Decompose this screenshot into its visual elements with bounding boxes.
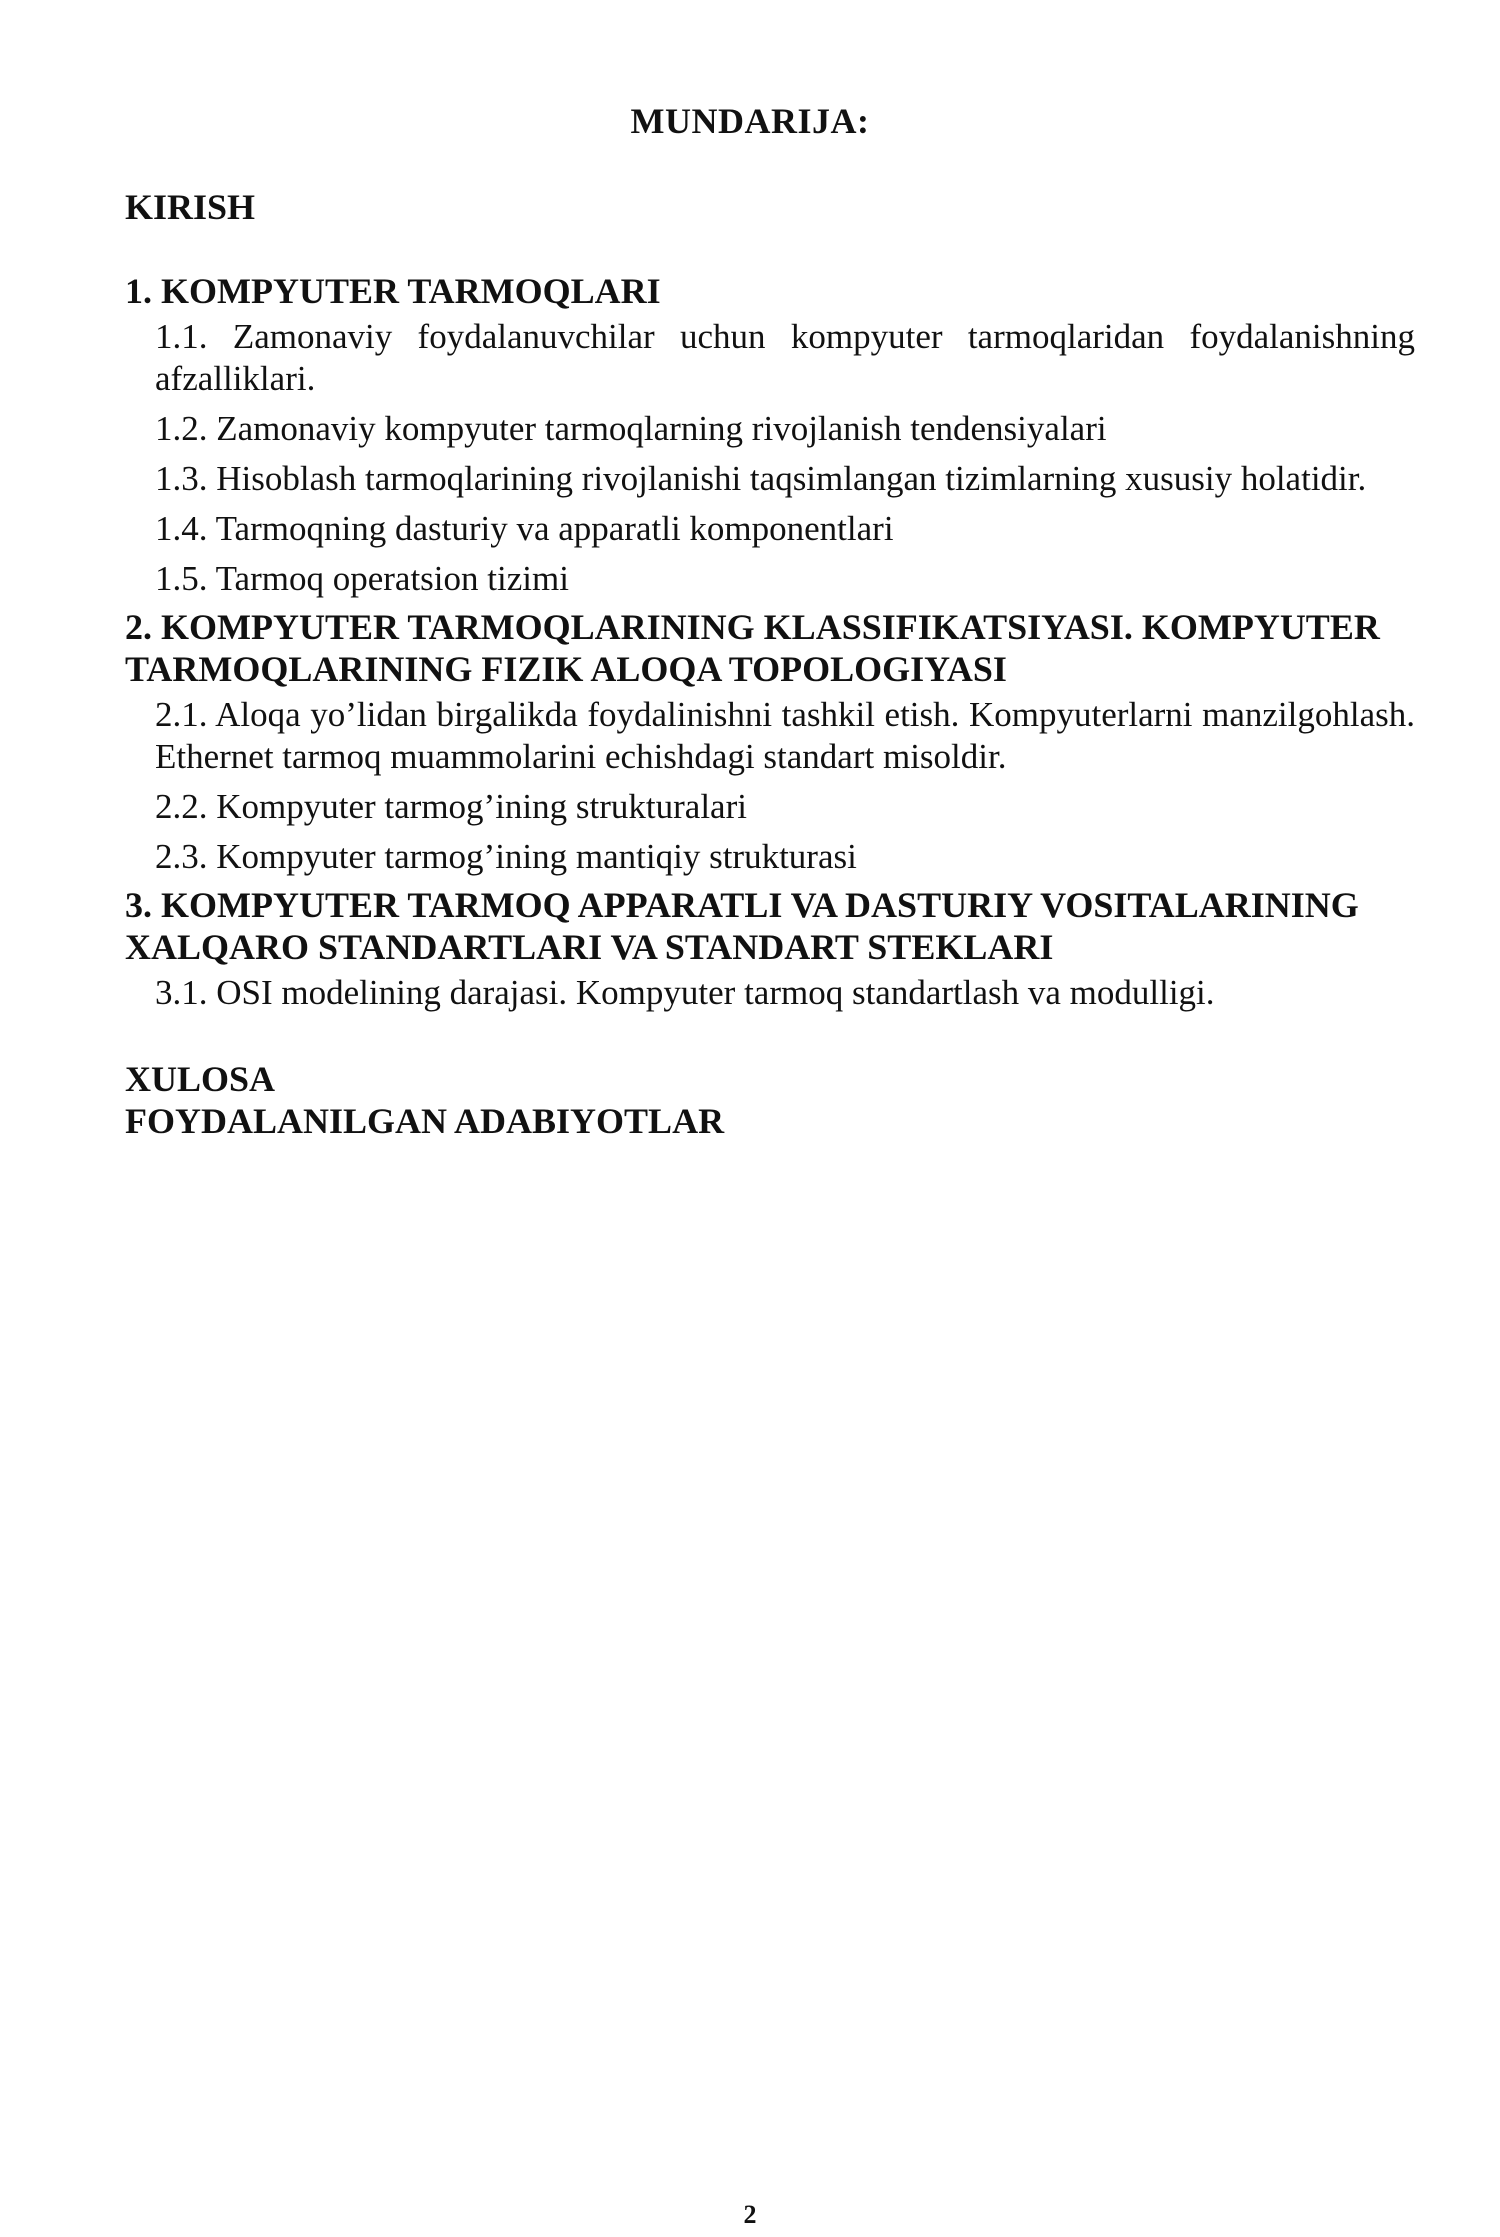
toc-entry-conclusion: XULOSA: [125, 1059, 276, 1099]
toc-item-2-1: 2.1. Aloqa yo’lidan birgalikda foydalinishni tashkil etish. Kompyuterlarni manzilgohlash. Ethernet tarmoq muammolarini echishdagi standart misoldir.: [155, 695, 1415, 776]
toc-item-1-2: 1.2. Zamonaviy kompyuter tarmoqlarning rivojlanish tendensiyalari: [155, 409, 1107, 448]
toc-section-1-heading: 1. KOMPYUTER TARMOQLARI: [125, 271, 661, 311]
toc-item-1-3: 1.3. Hisoblash tarmoqlarining rivojlanishi taqsimlangan tizimlarning xususiy holatidir.: [155, 459, 1367, 498]
toc-section-2-heading: 2. KOMPYUTER TARMOQLARINING KLASSIFIKATSIYASI. KOMPYUTER TARMOQLARINING FIZIK ALOQA TOPOLOGIYASI: [125, 607, 1380, 689]
page-number: 2: [743, 2200, 757, 2229]
toc-entry-intro: KIRISH: [125, 187, 256, 227]
toc-title: MUNDARIJA:: [630, 101, 870, 141]
toc-item-2-3: 2.3. Kompyuter tarmog’ining mantiqiy strukturasi: [155, 837, 857, 876]
table-of-contents: [125, 186, 1415, 1142]
toc-item-1-4: 1.4. Tarmoqning dasturiy va apparatli komponentlari: [155, 509, 894, 548]
toc-entry-references: FOYDALANILGAN ADABIYOTLAR: [125, 1101, 725, 1141]
toc-item-1-5: 1.5. Tarmoq operatsion tizimi: [155, 559, 569, 598]
toc-item-2-2: 2.2. Kompyuter tarmog’ining strukturalari: [155, 787, 747, 826]
toc-section-3-heading: 3. KOMPYUTER TARMOQ APPARATLI VA DASTURIY VOSITALARINING XALQARO STANDARTLARI VA STANDART STEKLARI: [125, 885, 1359, 967]
toc-item-3-1: 3.1. OSI modelining darajasi. Kompyuter tarmoq standartlash va modulligi.: [155, 973, 1215, 1012]
toc-item-1-1: 1.1. Zamonaviy foydalanuvchilar uchun kompyuter tarmoqlaridan foydalanishning afzalliklari.: [155, 317, 1415, 398]
